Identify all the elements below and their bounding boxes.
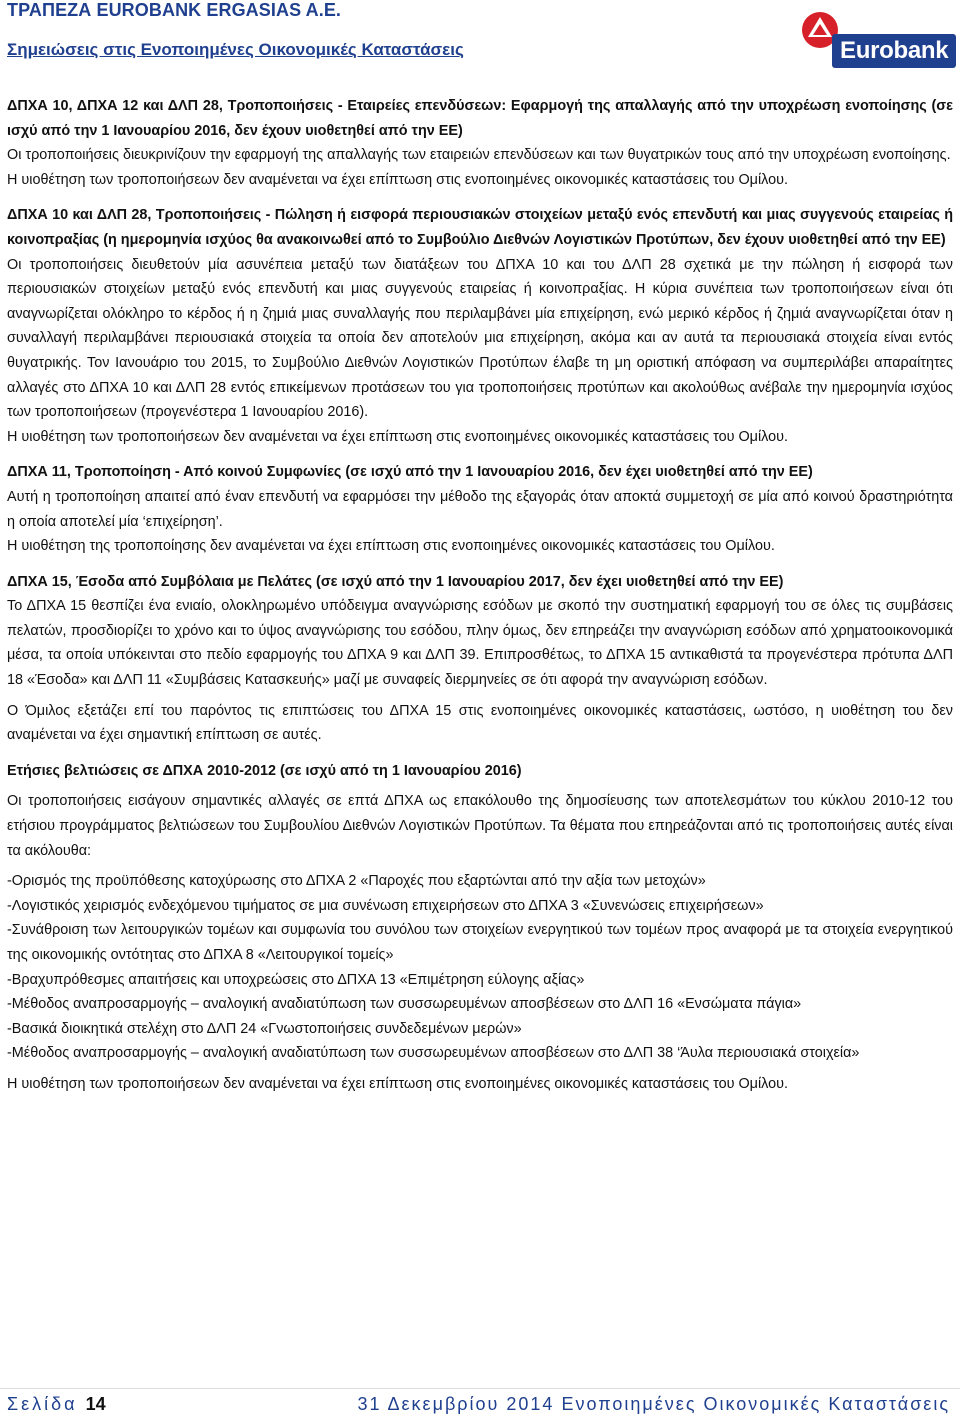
page-label: Σελίδα [7,1394,78,1414]
paragraph: Η υιοθέτηση της τροποποίησης δεν αναμένεται να έχει επίπτωση στις ενοποιημένες οικονομικές καταστάσεις του Ομίλου. [7,538,775,555]
section-heading: Ετήσιες βελτιώσεις σε ΔΠΧΑ 2010-2012 (σε ισχύ από τη 1 Ιανουαρίου 2016) [7,762,522,779]
paragraph: Οι τροποποιήσεις διευκρινίζουν την εφαρμογή της απαλλαγής των εταιρειών επενδύσεων και των θυγατρικών τους από την υποχρέωση ενοποίησης. [7,147,951,164]
paragraph: Ο Όμιλος εξετάζει επί του παρόντος τις επιπτώσεις του ΔΠΧΑ 15 στις ενοποιημένες οικονομικές καταστάσεις, ωστόσο, η υιοθέτηση του δεν αναμένεται να έχει σημαντική επίπτωση σε αυτές. [7,702,953,744]
section-ifrs15-revenue [7,570,953,748]
paragraph: Το ΔΠΧΑ 15 θεσπίζει ένα ενιαίο, ολοκληρωμένο υπόδειγμα αναγνώρισης εσόδων με σκοπό την συστηματική εφαρμογή του σε όλες τις συμβάσεις πελατών, προσδιορίζει το χρόνο και το ύψος αναγνώρισης του εσόδου, πλην όμως, δεν επηρεάζει την αναγνώριση εσόδων από χρηματοοικονομικά μέσα, τα οποία υπόκεινται στο πεδίο εφαρμογής του ΔΠΧΑ 9 και ΔΛΠ 39. Επιπροσθέτως, το ΔΠΧΑ 15 αντικαθιστά τα προγενέστερα πρότυπα ΔΛΠ 18 «Έσοδα» και ΔΛΠ 11 «Συμβάσεις Κατασκευής» μαζί με συναφείς διερμηνείες σε ότι αφορά την αναγνώριση εσόδων. [7,598,953,689]
list-item: -Μέθοδος αναπροσαρμογής – αναλογική αναδιατύπωση των συσσωρευμένων αποσβέσεων στο ΔΛΠ 38 ‘Άυλα περιουσιακά στοιχεία» [7,1045,860,1062]
list-item: -Μέθοδος αναπροσαρμογής – αναλογική αναδιατύπωση των συσσωρευμένων αποσβέσεων στο ΔΛΠ 16 «Ενσώματα πάγια» [7,996,802,1013]
paragraph: Οι τροποποιήσεις εισάγουν σημαντικές αλλαγές σε επτά ΔΠΧΑ ως επακόλουθο της δημοσίευσης των αποτελεσμάτων του κύκλου 2010-12 του ετήσιου προγράμματος βελτιώσεων του Συμβουλίου Διεθνών Λογιστικών Προτύπων. Τα θέματα που επηρεάζονται από τις τροποποιήσεις αυτές είναι τα ακόλουθα: [7,793,953,859]
document-body [7,94,953,1097]
eurobank-logo [800,10,956,68]
list-item: -Συνάθροιση των λειτουργικών τομέων και συμφωνία του συνόλου των στοιχείων ενεργητικού των τομέων προς αναφορά με τα στοιχεία ενεργητικού της οικονομικής οντότητας στο ΔΠΧΑ 8 «Λειτουργικοί τομείς» [7,922,953,963]
section-heading: ΔΠΧΑ 15, Έσοδα από Συμβόλαια με Πελάτες (σε ισχύ από την 1 Ιανουαρίου 2017, δεν έχει υιοθετηθεί από την ΕΕ) [7,573,784,590]
paragraph: Οι τροποποιήσεις διευθετούν μία ασυνέπεια μεταξύ των διατάξεων του ΔΠΧΑ 10 και του ΔΛΠ 28 σχετικά με την πώληση ή εισφορά των περιουσιακών στοιχείων μεταξύ ενός επενδυτή και μιας συγγενούς εταιρείας ή κοινοπραξίας. Η κύρια συνέπεια των τροποποιήσεων είναι ότι αναγνωρίζεται ολόκληρο το κέρδος ή η ζημιά μιας συναλλαγής που περιλαμβάνει μία επιχείρηση, ενώ μερικό κέρδος ή ζημιά αναγνωρίζεται όταν η συναλλαγή περιλαμβάνει περιουσιακά στοιχεία τα οποία δεν αποτελούν μια επιχείρηση, ακόμα και αν αυτά τα περιουσιακά στοιχεία είναι εντός θυγατρικής. Τον Ιανουάριο του 2015, το Συμβούλιο Διεθνών Λογιστικών Προτύπων έλαβε τη μη οριστική απόφαση να συμπεριλάβει απαραίτητες αλλαγές στο ΔΠΧΑ 10 και ΔΛΠ 28 εντός επικείμενων προτάσεων του για τροποποιήσεις προτύπων και ακολούθως ανέβαλε την ημερομηνία ισχύος των τροποποιήσεων (προγενέστερα 1 Ιανουαρίου 2016). [7,256,953,421]
page-number-value: 14 [85,1394,106,1414]
document-subtitle: Σημειώσεις στις Ενοποιημένες Οικονομικές Καταστάσεις [7,40,464,59]
section-ifrs11-joint-arrangements [7,460,953,558]
logo-wordmark: Eurobank [840,37,949,64]
page-header [0,0,960,70]
section-annual-improvements-2010-2012 [7,759,953,1097]
section-ifrs10-ias28-sale-contribution [7,203,953,449]
section-ifrs10-12-ias28-investment-entities [7,94,953,192]
list-item: -Ορισμός της προϋπόθεσης κατοχύρωσης στο ΔΠΧΑ 2 «Παροχές που εξαρτώνται από την αξία των μετοχών» [7,873,706,890]
footer-report-title: 31 Δεκεμβρίου 2014 Ενοποιημένες Οικονομικές Καταστάσεις [357,1394,950,1414]
page-number [7,1394,106,1415]
paragraph: Η υιοθέτηση των τροποποιήσεων δεν αναμένεται να έχει επίπτωση στις ενοποιημένες οικονομικές καταστάσεις του Ομίλου. [7,1075,789,1092]
section-heading: ΔΠΧΑ 10 και ΔΛΠ 28, Τροποποιήσεις - Πώληση ή εισφορά περιουσιακών στοιχείων μεταξύ ενός επενδυτή και μιας συγγενούς εταιρείας ή κοινοπραξίας (η ημερομηνία ισχύος θα ανακοινωθεί από το Συμβούλιο Διεθνών Λογιστικών Προτύπων, δεν έχουν υιοθετηθεί από την ΕΕ) [7,207,953,248]
paragraph: Αυτή η τροποποίηση απαιτεί από έναν επενδυτή να εφαρμόσει την μέθοδο της εξαγοράς όταν αποκτά συμμετοχή σε μία από κοινού δραστηριότητα η οποία αποτελεί μία ‘επιχείρηση’. [7,488,953,530]
section-heading: ΔΠΧΑ 10, ΔΠΧΑ 12 και ΔΛΠ 28, Τροποποιήσεις - Εταιρείες επενδύσεων: Εφαρμογή της απαλλαγής από την υποχρέωση ενοποίησης (σε ισχύ από την 1 Ιανουαρίου 2016, δεν έχουν υιοθετηθεί από την ΕΕ) [7,98,953,139]
list-item: -Βασικά διοικητικά στελέχη στο ΔΛΠ 24 «Γνωστοποιήσεις συνδεδεμένων μερών» [7,1020,522,1037]
section-heading: ΔΠΧΑ 11, Τροποποίηση - Από κοινού Συμφωνίες (σε ισχύ από την 1 Ιανουαρίου 2016, δεν έχει υιοθετηθεί από την ΕΕ) [7,464,813,481]
paragraph: Η υιοθέτηση των τροποποιήσεων δεν αναμένεται να έχει επίπτωση στις ενοποιημένες οικονομικές καταστάσεις του Ομίλου. [7,171,789,188]
company-name: ΤΡΑΠΕΖΑ EUROBANK ERGASIAS A.E. [7,0,342,20]
footer-divider [0,1388,960,1389]
paragraph: Η υιοθέτηση των τροποποιήσεων δεν αναμένεται να έχει επίπτωση στις ενοποιημένες οικονομικές καταστάσεις του Ομίλου. [7,428,789,445]
list-item: -Βραχυπρόθεσμες απαιτήσεις και υποχρεώσεις στο ΔΠΧΑ 13 «Επιμέτρηση εύλογης αξίας» [7,971,585,988]
list-item: -Λογιστικός χειρισμός ενδεχόμενου τιμήματος σε μια συνένωση επιχειρήσεων στο ΔΠΧΑ 3 «Συνενώσεις επιχειρήσεων» [7,897,764,914]
